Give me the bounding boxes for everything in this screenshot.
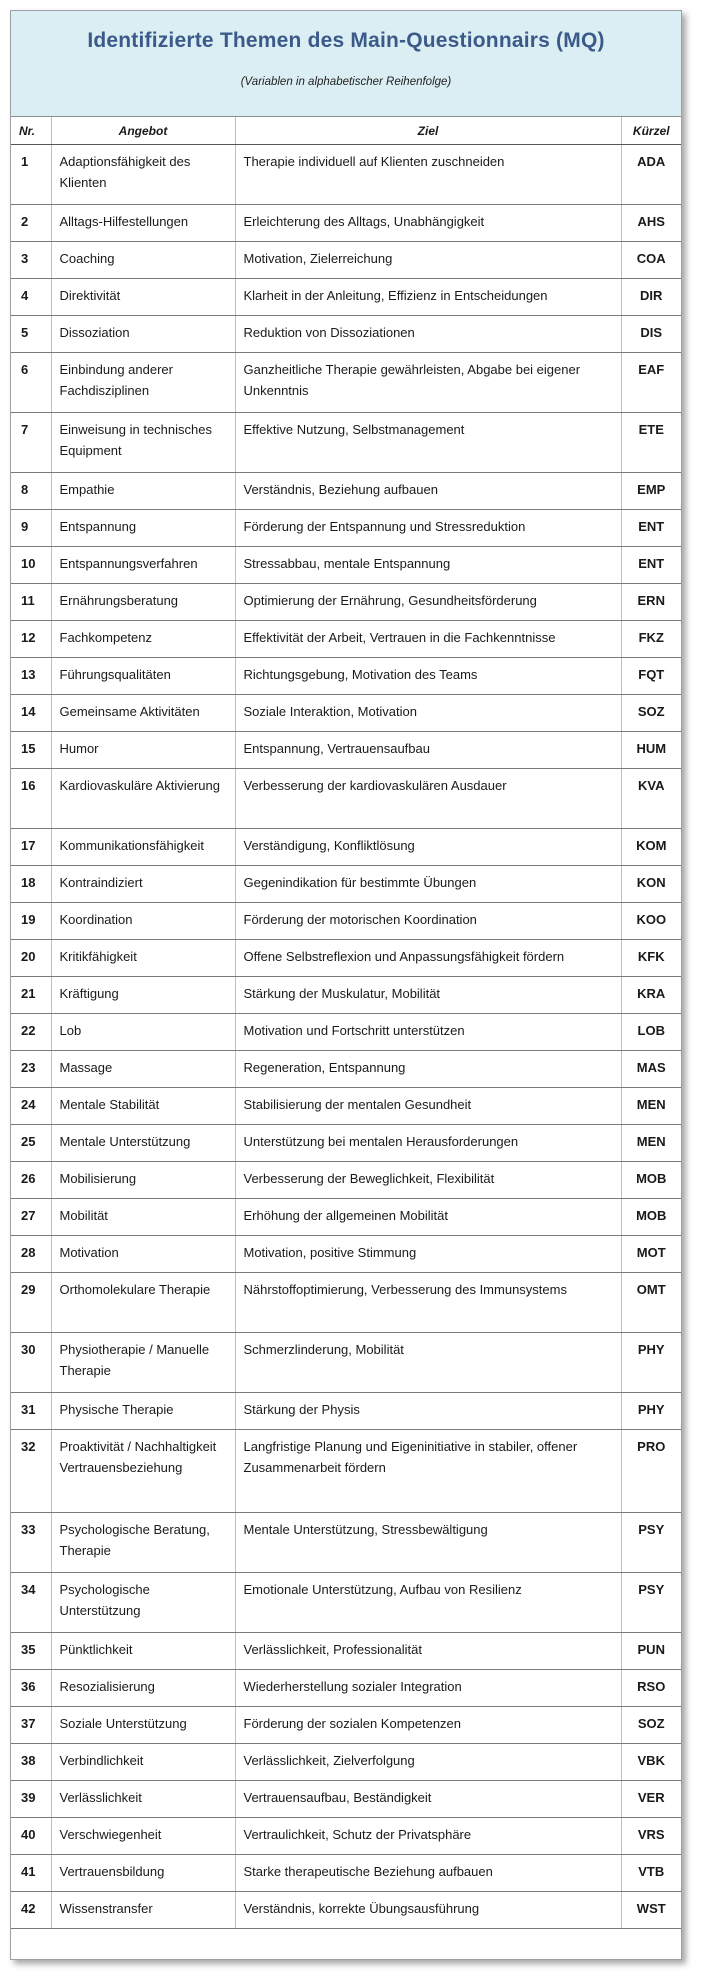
cell-nr: 13 bbox=[11, 658, 51, 695]
table-row bbox=[11, 1670, 681, 1707]
cell-ziel: Mentale Unterstützung, Stressbewältigung bbox=[235, 1513, 621, 1573]
cell-kuerzel: VRS bbox=[621, 1818, 681, 1855]
cell-nr: 32 bbox=[11, 1430, 51, 1513]
cell-kuerzel: KOM bbox=[621, 829, 681, 866]
cell-nr: 37 bbox=[11, 1707, 51, 1744]
cell-angebot: Direktivität bbox=[51, 279, 235, 316]
cell-nr: 40 bbox=[11, 1818, 51, 1855]
table-row bbox=[11, 205, 681, 242]
cell-nr: 15 bbox=[11, 732, 51, 769]
cell-angebot: Dissoziation bbox=[51, 316, 235, 353]
cell-nr: 26 bbox=[11, 1162, 51, 1199]
table-row bbox=[11, 1781, 681, 1818]
cell-ziel: Langfristige Planung und Eigeninitiative in stabiler, offener Zusammenarbeit fördern bbox=[235, 1430, 621, 1513]
cell-kuerzel: VTB bbox=[621, 1855, 681, 1892]
cell-ziel: Förderung der motorischen Koordination bbox=[235, 903, 621, 940]
table-row bbox=[11, 829, 681, 866]
cell-nr: 14 bbox=[11, 695, 51, 732]
cell-ziel: Regeneration, Entspannung bbox=[235, 1051, 621, 1088]
column-header-angebot: Angebot bbox=[51, 117, 235, 145]
table-row bbox=[11, 279, 681, 316]
cell-nr: 4 bbox=[11, 279, 51, 316]
cell-angebot: Mobilität bbox=[51, 1199, 235, 1236]
cell-kuerzel: PUN bbox=[621, 1633, 681, 1670]
cell-nr: 41 bbox=[11, 1855, 51, 1892]
cell-ziel: Gegenindikation für bestimmte Übungen bbox=[235, 866, 621, 903]
cell-nr: 35 bbox=[11, 1633, 51, 1670]
cell-ziel: Unterstützung bei mentalen Herausforderungen bbox=[235, 1125, 621, 1162]
column-header-kuerzel: Kürzel bbox=[621, 117, 681, 145]
cell-nr: 6 bbox=[11, 353, 51, 413]
cell-ziel: Stärkung der Physis bbox=[235, 1393, 621, 1430]
cell-ziel: Klarheit in der Anleitung, Effizienz in Entscheidungen bbox=[235, 279, 621, 316]
table-row bbox=[11, 621, 681, 658]
cell-nr: 9 bbox=[11, 510, 51, 547]
table-row bbox=[11, 242, 681, 279]
table-row bbox=[11, 1014, 681, 1051]
cell-ziel: Nährstoffoptimierung, Verbesserung des Immunsystems bbox=[235, 1273, 621, 1333]
cell-kuerzel: KON bbox=[621, 866, 681, 903]
cell-ziel: Vertrauensaufbau, Beständigkeit bbox=[235, 1781, 621, 1818]
cell-nr: 20 bbox=[11, 940, 51, 977]
cell-nr: 29 bbox=[11, 1273, 51, 1333]
cell-nr: 27 bbox=[11, 1199, 51, 1236]
cell-ziel: Verständnis, Beziehung aufbauen bbox=[235, 473, 621, 510]
cell-ziel: Emotionale Unterstützung, Aufbau von Resilienz bbox=[235, 1573, 621, 1633]
themes-table bbox=[11, 117, 681, 1929]
cell-ziel: Vertraulichkeit, Schutz der Privatsphäre bbox=[235, 1818, 621, 1855]
cell-kuerzel: FQT bbox=[621, 658, 681, 695]
cell-angebot: Motivation bbox=[51, 1236, 235, 1273]
table-row bbox=[11, 732, 681, 769]
cell-ziel: Starke therapeutische Beziehung aufbauen bbox=[235, 1855, 621, 1892]
cell-nr: 38 bbox=[11, 1744, 51, 1781]
table-row bbox=[11, 940, 681, 977]
cell-angebot: Lob bbox=[51, 1014, 235, 1051]
cell-nr: 42 bbox=[11, 1892, 51, 1929]
cell-ziel: Effektivität der Arbeit, Vertrauen in die Fachkenntnisse bbox=[235, 621, 621, 658]
cell-kuerzel: ERN bbox=[621, 584, 681, 621]
cell-angebot: Wissenstransfer bbox=[51, 1892, 235, 1929]
column-header-nr: Nr. bbox=[11, 117, 51, 145]
cell-angebot: Mobilisierung bbox=[51, 1162, 235, 1199]
cell-angebot: Einbindung anderer Fachdisziplinen bbox=[51, 353, 235, 413]
cell-ziel: Erhöhung der allgemeinen Mobilität bbox=[235, 1199, 621, 1236]
cell-kuerzel: HUM bbox=[621, 732, 681, 769]
cell-nr: 7 bbox=[11, 413, 51, 473]
cell-angebot: Führungsqualitäten bbox=[51, 658, 235, 695]
table-row bbox=[11, 1162, 681, 1199]
cell-ziel: Offene Selbstreflexion und Anpassungsfähigkeit fördern bbox=[235, 940, 621, 977]
cell-kuerzel: EAF bbox=[621, 353, 681, 413]
cell-kuerzel: DIS bbox=[621, 316, 681, 353]
cell-nr: 12 bbox=[11, 621, 51, 658]
table-row bbox=[11, 977, 681, 1014]
cell-kuerzel: PSY bbox=[621, 1573, 681, 1633]
cell-ziel: Motivation, positive Stimmung bbox=[235, 1236, 621, 1273]
table-row bbox=[11, 769, 681, 829]
cell-angebot: Mentale Unterstützung bbox=[51, 1125, 235, 1162]
cell-kuerzel: KOO bbox=[621, 903, 681, 940]
cell-nr: 10 bbox=[11, 547, 51, 584]
table-row bbox=[11, 903, 681, 940]
table-row bbox=[11, 866, 681, 903]
cell-ziel: Entspannung, Vertrauensaufbau bbox=[235, 732, 621, 769]
cell-nr: 24 bbox=[11, 1088, 51, 1125]
cell-kuerzel: MOT bbox=[621, 1236, 681, 1273]
cell-ziel: Stressabbau, mentale Entspannung bbox=[235, 547, 621, 584]
cell-angebot: Psychologische Beratung, Therapie bbox=[51, 1513, 235, 1573]
cell-kuerzel: ADA bbox=[621, 145, 681, 205]
cell-kuerzel: ETE bbox=[621, 413, 681, 473]
cell-nr: 21 bbox=[11, 977, 51, 1014]
cell-angebot: Alltags-Hilfestellungen bbox=[51, 205, 235, 242]
cell-angebot: Humor bbox=[51, 732, 235, 769]
cell-nr: 28 bbox=[11, 1236, 51, 1273]
table-header-band bbox=[11, 11, 681, 117]
table-row bbox=[11, 1393, 681, 1430]
cell-kuerzel: OMT bbox=[621, 1273, 681, 1333]
cell-angebot: Ernährungsberatung bbox=[51, 584, 235, 621]
cell-angebot: Mentale Stabilität bbox=[51, 1088, 235, 1125]
cell-ziel: Stabilisierung der mentalen Gesundheit bbox=[235, 1088, 621, 1125]
cell-ziel: Richtungsgebung, Motivation des Teams bbox=[235, 658, 621, 695]
cell-angebot: Entspannung bbox=[51, 510, 235, 547]
cell-kuerzel: KVA bbox=[621, 769, 681, 829]
table-row bbox=[11, 1892, 681, 1929]
cell-angebot: Psychologische Unterstützung bbox=[51, 1573, 235, 1633]
cell-kuerzel: PSY bbox=[621, 1513, 681, 1573]
table-row bbox=[11, 1855, 681, 1892]
cell-kuerzel: ENT bbox=[621, 510, 681, 547]
cell-ziel: Motivation, Zielerreichung bbox=[235, 242, 621, 279]
table-row bbox=[11, 547, 681, 584]
cell-nr: 16 bbox=[11, 769, 51, 829]
cell-kuerzel: SOZ bbox=[621, 1707, 681, 1744]
cell-kuerzel: ENT bbox=[621, 547, 681, 584]
cell-kuerzel: KRA bbox=[621, 977, 681, 1014]
cell-angebot: Koordination bbox=[51, 903, 235, 940]
cell-kuerzel: MAS bbox=[621, 1051, 681, 1088]
cell-kuerzel: AHS bbox=[621, 205, 681, 242]
column-header-ziel: Ziel bbox=[235, 117, 621, 145]
cell-kuerzel: MOB bbox=[621, 1162, 681, 1199]
cell-kuerzel: VER bbox=[621, 1781, 681, 1818]
cell-angebot: Fachkompetenz bbox=[51, 621, 235, 658]
cell-angebot: Gemeinsame Aktivitäten bbox=[51, 695, 235, 732]
cell-nr: 18 bbox=[11, 866, 51, 903]
cell-kuerzel: PHY bbox=[621, 1393, 681, 1430]
cell-nr: 11 bbox=[11, 584, 51, 621]
cell-ziel: Soziale Interaktion, Motivation bbox=[235, 695, 621, 732]
cell-nr: 34 bbox=[11, 1573, 51, 1633]
cell-nr: 5 bbox=[11, 316, 51, 353]
cell-ziel: Verständnis, korrekte Übungsausführung bbox=[235, 1892, 621, 1929]
cell-angebot: Verlässlichkeit bbox=[51, 1781, 235, 1818]
cell-ziel: Stärkung der Muskulatur, Mobilität bbox=[235, 977, 621, 1014]
cell-kuerzel: FKZ bbox=[621, 621, 681, 658]
cell-ziel: Verständigung, Konfliktlösung bbox=[235, 829, 621, 866]
table-row bbox=[11, 510, 681, 547]
cell-kuerzel: SOZ bbox=[621, 695, 681, 732]
table-row bbox=[11, 1088, 681, 1125]
table-row bbox=[11, 1513, 681, 1573]
cell-angebot: Adaptionsfähigkeit des Klienten bbox=[51, 145, 235, 205]
cell-ziel: Erleichterung des Alltags, Unabhängigkeit bbox=[235, 205, 621, 242]
cell-ziel: Förderung der Entspannung und Stressreduktion bbox=[235, 510, 621, 547]
table-body bbox=[11, 145, 681, 1929]
cell-nr: 25 bbox=[11, 1125, 51, 1162]
cell-nr: 23 bbox=[11, 1051, 51, 1088]
cell-angebot: Verschwiegenheit bbox=[51, 1818, 235, 1855]
cell-angebot: Physiotherapie / Manuelle Therapie bbox=[51, 1333, 235, 1393]
table-row bbox=[11, 1333, 681, 1393]
cell-kuerzel: PRO bbox=[621, 1430, 681, 1513]
table-row bbox=[11, 316, 681, 353]
cell-ziel: Förderung der sozialen Kompetenzen bbox=[235, 1707, 621, 1744]
cell-ziel: Verbesserung der Beweglichkeit, Flexibilität bbox=[235, 1162, 621, 1199]
cell-kuerzel: COA bbox=[621, 242, 681, 279]
cell-angebot: Kardiovaskuläre Aktivierung bbox=[51, 769, 235, 829]
cell-nr: 1 bbox=[11, 145, 51, 205]
cell-angebot: Pünktlichkeit bbox=[51, 1633, 235, 1670]
table-row bbox=[11, 658, 681, 695]
column-header-row bbox=[11, 117, 681, 145]
cell-angebot: Entspannungsverfahren bbox=[51, 547, 235, 584]
cell-nr: 2 bbox=[11, 205, 51, 242]
table-row bbox=[11, 1633, 681, 1670]
table-row bbox=[11, 413, 681, 473]
cell-kuerzel: MEN bbox=[621, 1125, 681, 1162]
table-row bbox=[11, 695, 681, 732]
cell-angebot: Massage bbox=[51, 1051, 235, 1088]
cell-nr: 8 bbox=[11, 473, 51, 510]
table-row bbox=[11, 1818, 681, 1855]
cell-ziel: Motivation und Fortschritt unterstützen bbox=[235, 1014, 621, 1051]
cell-angebot: Resozialisierung bbox=[51, 1670, 235, 1707]
cell-kuerzel: PHY bbox=[621, 1333, 681, 1393]
cell-ziel: Verlässlichkeit, Professionalität bbox=[235, 1633, 621, 1670]
cell-angebot: Kräftigung bbox=[51, 977, 235, 1014]
cell-kuerzel: VBK bbox=[621, 1744, 681, 1781]
cell-angebot: Coaching bbox=[51, 242, 235, 279]
cell-nr: 3 bbox=[11, 242, 51, 279]
cell-ziel: Reduktion von Dissoziationen bbox=[235, 316, 621, 353]
table-row bbox=[11, 145, 681, 205]
cell-kuerzel: WST bbox=[621, 1892, 681, 1929]
table-row bbox=[11, 1273, 681, 1333]
cell-kuerzel: MEN bbox=[621, 1088, 681, 1125]
cell-nr: 36 bbox=[11, 1670, 51, 1707]
cell-angebot: Kommunikationsfähigkeit bbox=[51, 829, 235, 866]
cell-kuerzel: EMP bbox=[621, 473, 681, 510]
cell-kuerzel: LOB bbox=[621, 1014, 681, 1051]
cell-angebot: Empathie bbox=[51, 473, 235, 510]
cell-ziel: Wiederherstellung sozialer Integration bbox=[235, 1670, 621, 1707]
cell-kuerzel: DIR bbox=[621, 279, 681, 316]
cell-ziel: Verbesserung der kardiovaskulären Ausdauer bbox=[235, 769, 621, 829]
cell-nr: 39 bbox=[11, 1781, 51, 1818]
table-row bbox=[11, 1051, 681, 1088]
table-row bbox=[11, 1236, 681, 1273]
cell-angebot: Einweisung in technisches Equipment bbox=[51, 413, 235, 473]
table-row bbox=[11, 1199, 681, 1236]
table-row bbox=[11, 1125, 681, 1162]
cell-angebot: Proaktivität / Nachhaltigkeit Vertrauensbeziehung bbox=[51, 1430, 235, 1513]
cell-angebot: Vertrauensbildung bbox=[51, 1855, 235, 1892]
cell-nr: 17 bbox=[11, 829, 51, 866]
table-row bbox=[11, 1430, 681, 1513]
cell-nr: 22 bbox=[11, 1014, 51, 1051]
cell-ziel: Therapie individuell auf Klienten zuschneiden bbox=[235, 145, 621, 205]
cell-angebot: Kontraindiziert bbox=[51, 866, 235, 903]
cell-nr: 33 bbox=[11, 1513, 51, 1573]
cell-angebot: Verbindlichkeit bbox=[51, 1744, 235, 1781]
cell-angebot: Kritikfähigkeit bbox=[51, 940, 235, 977]
cell-kuerzel: KFK bbox=[621, 940, 681, 977]
table-row bbox=[11, 1707, 681, 1744]
table-row bbox=[11, 473, 681, 510]
cell-ziel: Ganzheitliche Therapie gewährleisten, Abgabe bei eigener Unkenntnis bbox=[235, 353, 621, 413]
cell-ziel: Effektive Nutzung, Selbstmanagement bbox=[235, 413, 621, 473]
table-row bbox=[11, 353, 681, 413]
cell-angebot: Physische Therapie bbox=[51, 1393, 235, 1430]
table-row bbox=[11, 1744, 681, 1781]
cell-nr: 31 bbox=[11, 1393, 51, 1430]
cell-nr: 30 bbox=[11, 1333, 51, 1393]
cell-kuerzel: RSO bbox=[621, 1670, 681, 1707]
cell-ziel: Optimierung der Ernährung, Gesundheitsförderung bbox=[235, 584, 621, 621]
cell-ziel: Schmerzlinderung, Mobilität bbox=[235, 1333, 621, 1393]
table-row bbox=[11, 584, 681, 621]
cell-angebot: Orthomolekulare Therapie bbox=[51, 1273, 235, 1333]
table-row bbox=[11, 1573, 681, 1633]
mq-table-sheet bbox=[10, 10, 682, 1960]
cell-angebot: Soziale Unterstützung bbox=[51, 1707, 235, 1744]
cell-ziel: Verlässlichkeit, Zielverfolgung bbox=[235, 1744, 621, 1781]
page-subtitle: (Variablen in alphabetischer Reihenfolge) bbox=[240, 76, 452, 88]
cell-kuerzel: MOB bbox=[621, 1199, 681, 1236]
cell-nr: 19 bbox=[11, 903, 51, 940]
page-title: Identifizierte Themen des Main-Questionnairs (MQ) bbox=[87, 29, 605, 52]
